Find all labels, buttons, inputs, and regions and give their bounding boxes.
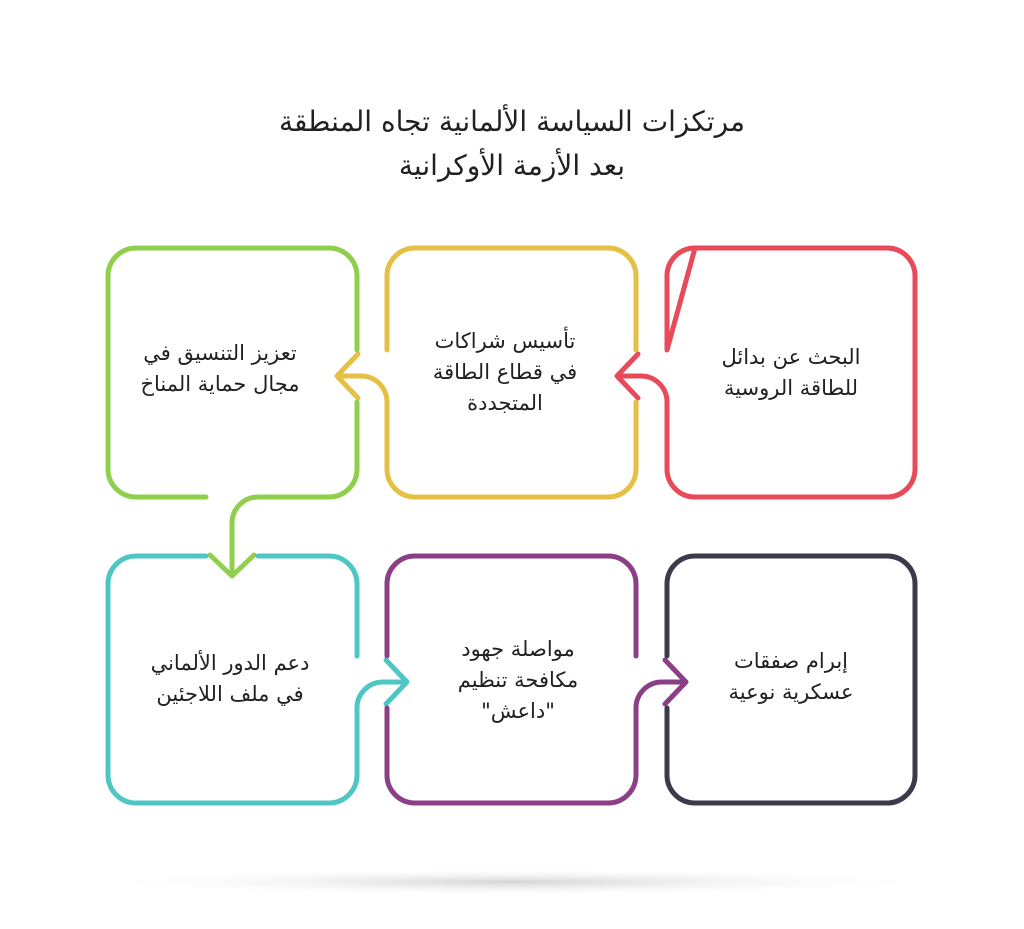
step-5-line-2: مكافحة تنظيم bbox=[457, 668, 579, 692]
step-6-text bbox=[681, 646, 901, 708]
step-1-text bbox=[681, 342, 901, 404]
step-4-line-1: دعم الدور الألماني bbox=[150, 651, 310, 675]
step-2-text bbox=[395, 326, 615, 419]
step-2-line-3: المتجددة bbox=[467, 391, 543, 415]
step-5-line-3: "داعش" bbox=[481, 699, 555, 723]
arrow-2-3 bbox=[337, 354, 387, 402]
arrow-1-2 bbox=[617, 354, 667, 402]
title-line-1: مرتكزات السياسة الألمانية تجاه المنطقة bbox=[278, 105, 746, 138]
step-5-text bbox=[408, 634, 628, 727]
floor-shadow bbox=[82, 868, 942, 896]
step-4-line-2: في ملف اللاجئين bbox=[156, 682, 304, 706]
arrow-4-5 bbox=[357, 660, 407, 708]
step-6-line-2: عسكرية نوعية bbox=[728, 680, 854, 704]
arrow-5-6 bbox=[636, 660, 686, 708]
step-3-line-2: مجال حماية المناخ bbox=[140, 372, 300, 396]
step-1-line-1: البحث عن بدائل bbox=[721, 345, 861, 369]
step-3-line-1: تعزيز التنسيق في bbox=[143, 341, 297, 365]
title-line-2: بعد الأزمة الأوكرانية bbox=[398, 149, 626, 182]
step-2-line-1: تأسيس شراكات bbox=[434, 329, 576, 353]
step-1-line-2: للطاقة الروسية bbox=[723, 376, 859, 400]
step-6-line-1: إبرام صفقات bbox=[733, 649, 849, 673]
step-2-line-2: في قطاع الطاقة bbox=[432, 360, 578, 384]
step-5-line-1: مواصلة جهود bbox=[461, 637, 575, 661]
step-4-text bbox=[120, 648, 340, 710]
arrow-3-4 bbox=[210, 497, 258, 576]
step-3-text bbox=[110, 338, 330, 400]
